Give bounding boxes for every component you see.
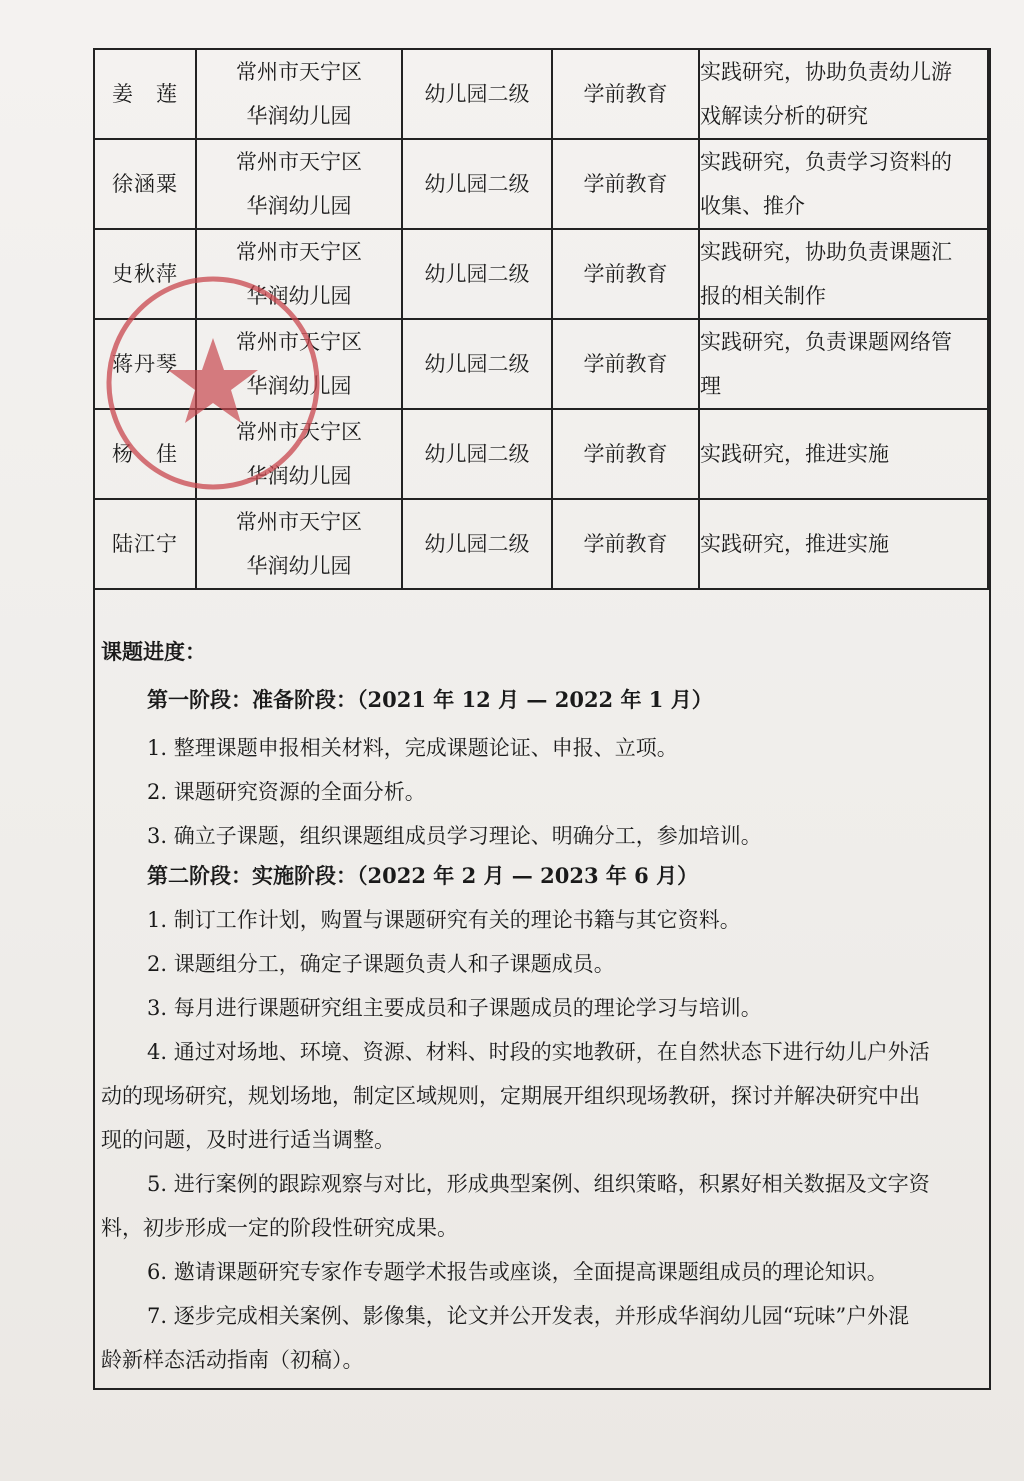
member-name	[94, 499, 196, 589]
member-major	[552, 229, 699, 319]
member-unit-text: 常州市天宁区	[236, 150, 362, 174]
member-title-text: 幼儿园二级	[424, 442, 530, 466]
member-major-text: 学前教育	[583, 82, 668, 106]
stage2-item-cont: 料，初步形成一定的阶段性研究成果。	[101, 1216, 458, 1240]
member-duty-text: 实践研究，推进实施	[700, 442, 889, 466]
member-duty	[699, 139, 988, 229]
member-unit	[196, 499, 402, 589]
stage1-item: 2. 课题研究资源的全面分析。	[147, 780, 426, 804]
member-major	[552, 319, 699, 409]
stage1-title: 第一阶段：准备阶段：（2021 年 12 月 — 2022 年 1 月）	[147, 687, 713, 712]
member-unit	[196, 139, 402, 229]
member-title-text: 幼儿园二级	[424, 532, 530, 556]
member-name-text: 史秋萍	[112, 262, 178, 286]
member-duty-text: 实践研究，负责课题网络管	[700, 330, 952, 354]
member-duty-text: 报的相关制作	[700, 284, 826, 308]
member-duty-text: 实践研究，协助负责课题汇	[700, 240, 952, 264]
member-unit-text: 华润幼儿园	[246, 104, 352, 128]
member-unit-text: 华润幼儿园	[246, 284, 352, 308]
official-seal	[98, 268, 328, 498]
member-unit-text: 常州市天宁区	[236, 510, 362, 534]
member-title-text: 幼儿园二级	[424, 352, 530, 376]
member-major	[552, 49, 699, 139]
stage2-item-cont: 龄新样态活动指南（初稿）。	[101, 1348, 364, 1372]
member-unit-text: 华润幼儿园	[246, 374, 352, 398]
member-name	[94, 139, 196, 229]
stage2-item: 4. 通过对场地、环境、资源、材料、时段的实地教研，在自然状态下进行幼儿户外活	[147, 1040, 930, 1064]
member-title	[402, 409, 552, 499]
member-name-text: 杨 佳	[112, 442, 178, 466]
member-unit	[196, 49, 402, 139]
member-duty-text: 实践研究，推进实施	[700, 532, 889, 556]
stage2-item: 3. 每月进行课题研究组主要成员和子课题成员的理论学习与培训。	[147, 996, 762, 1020]
member-major-text: 学前教育	[583, 352, 668, 376]
member-row	[94, 499, 988, 589]
member-unit-text: 常州市天宁区	[236, 420, 362, 444]
member-unit-text: 常州市天宁区	[236, 60, 362, 84]
member-title	[402, 49, 552, 139]
member-major	[552, 139, 699, 229]
member-title	[402, 499, 552, 589]
member-major-text: 学前教育	[583, 172, 668, 196]
member-duty-text: 实践研究，协助负责幼儿游	[700, 60, 952, 84]
stage2-item: 2. 课题组分工，确定子课题负责人和子课题成员。	[147, 952, 615, 976]
member-duty-text: 收集、推介	[700, 194, 805, 218]
stage2-item: 1. 制订工作计划，购置与课题研究有关的理论书籍与其它资料。	[147, 908, 741, 932]
stage2-item: 7. 逐步完成相关案例、影像集，论文并公开发表，并形成华润幼儿园“玩味”户外混	[147, 1304, 910, 1328]
member-duty-text: 戏解读分析的研究	[700, 104, 868, 128]
member-duty-text: 理	[700, 374, 721, 398]
member-duty	[699, 49, 988, 139]
member-unit-text: 常州市天宁区	[236, 240, 362, 264]
member-row	[94, 139, 988, 229]
member-title-text: 幼儿园二级	[424, 82, 530, 106]
stage2-item-cont: 现的问题，及时进行适当调整。	[101, 1128, 395, 1152]
member-name-text: 徐涵粟	[112, 172, 178, 196]
stage2-item: 6. 邀请课题研究专家作专题学术报告或座谈，全面提高课题组成员的理论知识。	[147, 1260, 888, 1284]
member-unit-text: 华润幼儿园	[246, 464, 352, 488]
member-duty-text: 实践研究，负责学习资料的	[700, 150, 952, 174]
member-title-text: 幼儿园二级	[424, 172, 530, 196]
member-title-text: 幼儿园二级	[424, 262, 530, 286]
member-name-text: 蒋丹琴	[112, 352, 178, 376]
member-unit-text: 华润幼儿园	[246, 194, 352, 218]
member-major-text: 学前教育	[583, 532, 668, 556]
stage2-title: 第二阶段：实施阶段：（2022 年 2 月 — 2023 年 6 月）	[147, 863, 699, 888]
member-title	[402, 229, 552, 319]
progress-heading: 课题进度：	[101, 639, 206, 664]
member-unit-text: 华润幼儿园	[246, 554, 352, 578]
member-title	[402, 139, 552, 229]
member-title	[402, 319, 552, 409]
member-duty	[699, 409, 988, 499]
stage2-item: 5. 进行案例的跟踪观察与对比，形成典型案例、组织策略，积累好相关数据及文字资	[147, 1172, 930, 1196]
member-row	[94, 49, 988, 139]
member-major-text: 学前教育	[583, 442, 668, 466]
stage1-item: 1. 整理课题申报相关材料，完成课题论证、申报、立项。	[147, 736, 678, 760]
member-name-text: 陆江宁	[112, 532, 178, 556]
member-name-text: 姜 莲	[112, 82, 178, 106]
member-duty	[699, 499, 988, 589]
member-duty	[699, 319, 988, 409]
member-major-text: 学前教育	[583, 262, 668, 286]
member-duty	[699, 229, 988, 319]
member-major	[552, 409, 699, 499]
member-major	[552, 499, 699, 589]
member-name	[94, 49, 196, 139]
stage2-item-cont: 动的现场研究，规划场地，制定区域规则，定期展开组织现场教研，探讨并解决研究中出	[101, 1084, 920, 1108]
stage1-item: 3. 确立子课题，组织课题组成员学习理论、明确分工，参加培训。	[147, 824, 762, 848]
member-unit-text: 常州市天宁区	[236, 330, 362, 354]
